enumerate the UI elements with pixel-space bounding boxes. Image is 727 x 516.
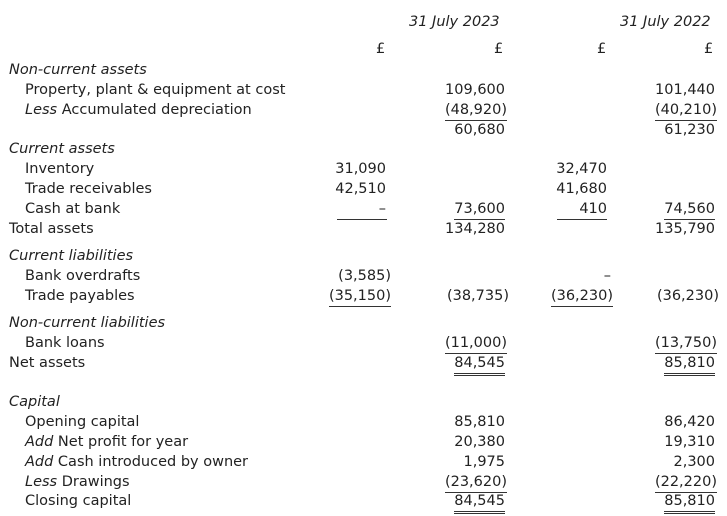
net-profit-label: Add Net profit for year <box>25 434 189 450</box>
year-2023-header: 31 July 2023 <box>409 14 500 30</box>
cash-introduced-label: Add Cash introduced by owner <box>25 454 249 470</box>
nbv-2023: 60,680 <box>454 122 505 138</box>
payables-2023: (35,150) <box>329 287 391 307</box>
total-current-assets-2023: 73,600 <box>454 200 505 220</box>
closing-capital-2022: 85,810 <box>664 492 715 514</box>
ppe-2022: 101,440 <box>655 82 715 98</box>
drawings-2022: (22,220) <box>655 473 717 493</box>
net-assets-label: Net assets <box>9 355 86 371</box>
ppe-2023: 109,600 <box>445 82 505 98</box>
opening-capital-2023: 85,810 <box>454 414 505 430</box>
cash-introduced-2023: 1,975 <box>463 454 505 470</box>
cash-introduced-2022: 2,300 <box>673 454 715 470</box>
overdraft-label: Bank overdrafts <box>25 268 141 284</box>
total-assets-label: Total assets <box>9 221 94 237</box>
opening-capital-2022: 86,420 <box>664 414 715 430</box>
current-liabilities-total-2022: (36,230) <box>656 288 719 304</box>
receivables-label: Trade receivables <box>25 181 152 197</box>
nbv-2022: 61,230 <box>664 122 715 138</box>
cash-2023-rule <box>337 219 387 220</box>
closing-capital-2023: 84,545 <box>454 492 505 514</box>
total-assets-2023: 134,280 <box>445 221 505 237</box>
total-assets-2022: 135,790 <box>655 221 715 237</box>
drawings-label: Less Drawings <box>25 474 130 490</box>
receivables-2023: 42,510 <box>335 181 386 197</box>
net-profit-2022: 19,310 <box>664 434 715 450</box>
drawings-2023: (23,620) <box>445 473 507 493</box>
cash-label: Cash at bank <box>25 201 121 217</box>
capital-heading: Capital <box>9 394 60 410</box>
currency-col4: £ <box>704 41 714 57</box>
inventory-2023: 31,090 <box>335 161 386 177</box>
payables-label: Trade payables <box>25 288 135 304</box>
cash-2022-rule <box>557 219 607 220</box>
net-assets-2023: 84,545 <box>454 354 505 376</box>
bank-loans-2022: (13,750) <box>655 334 717 354</box>
net-profit-2023: 20,380 <box>454 434 505 450</box>
current-liabilities-total-2023: (38,735) <box>446 288 509 304</box>
year-2022-header: 31 July 2022 <box>620 14 711 30</box>
receivables-2022: 41,680 <box>556 181 607 197</box>
depreciation-2023: (48,920) <box>445 101 507 121</box>
depreciation-2022: (40,210) <box>655 101 717 121</box>
cash-2023: – <box>378 201 386 217</box>
payables-2022: (36,230) <box>551 287 613 307</box>
current-assets-heading: Current assets <box>9 141 115 157</box>
inventory-2022: 32,470 <box>556 161 607 177</box>
non-current-assets-heading: Non-current assets <box>9 62 147 78</box>
inventory-label: Inventory <box>25 161 95 177</box>
net-assets-2022: 85,810 <box>664 354 715 376</box>
total-current-assets-2022: 74,560 <box>664 200 715 220</box>
currency-col3: £ <box>597 41 607 57</box>
current-liabilities-heading: Current liabilities <box>9 248 134 264</box>
bank-loans-label: Bank loans <box>25 335 105 351</box>
depreciation-label: Less Accumulated depreciation <box>25 102 252 118</box>
ppe-label: Property, plant & equipment at cost <box>25 82 286 98</box>
bank-loans-2023: (11,000) <box>445 334 507 354</box>
currency-col1: £ <box>376 41 386 57</box>
overdraft-2022: – <box>603 268 611 284</box>
non-current-liabilities-heading: Non-current liabilities <box>9 315 166 331</box>
cash-2022: 410 <box>579 201 607 217</box>
currency-col2: £ <box>494 41 504 57</box>
closing-capital-label: Closing capital <box>25 493 132 509</box>
opening-capital-label: Opening capital <box>25 414 140 430</box>
overdraft-2023: (3,585) <box>338 268 391 284</box>
